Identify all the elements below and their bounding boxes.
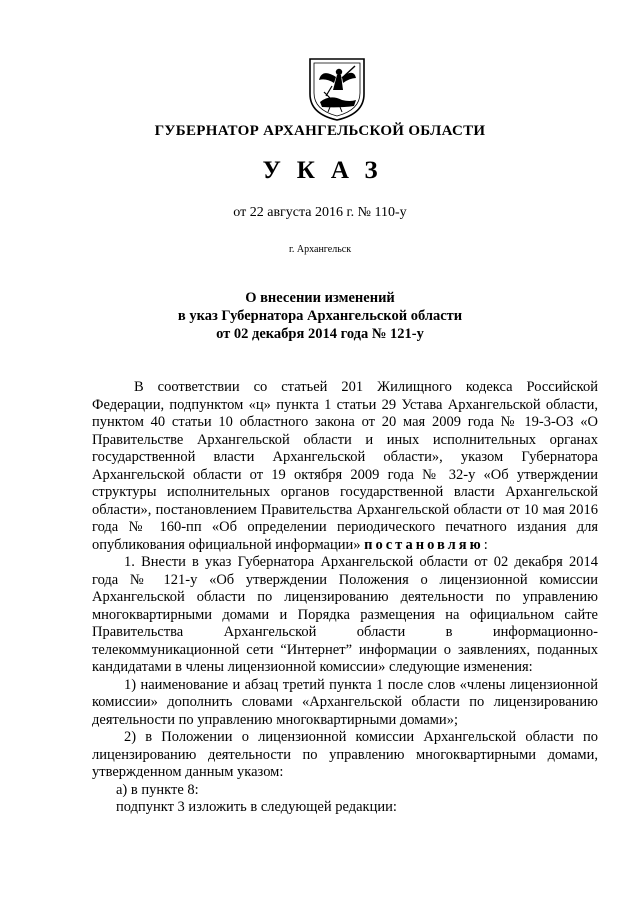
preamble-paragraph [92,379,598,554]
subitem-paragraph: подпункт 3 изложить в следующей редакции: [116,799,397,815]
document-title [0,289,640,343]
item-a-paragraph: а) в пункте 8: [116,781,199,798]
title-line: О внесении изменений [245,290,395,306]
item-1-2-paragraph: 2) в Положении о лицензионной комиссии Архангельской области по лицензированию деятельности по управлению многоквартирными домами, утвержденном данным указом: [92,729,598,780]
document-type-heading: УКАЗ [262,157,394,184]
document-place: г. Архангельск [288,244,352,255]
document-body [92,379,598,817]
item-1-paragraph: 1. Внести в указ Губернатора Архангельской области от 02 декабря 2014 года № 121-у «Об утверждении Положения о лицензионной комиссии Архангельской области по лицензированию деятельности по управлению многоквартирными домами и Порядка размещения на официальном сайте Правительства Архангельской области в информационно-телекоммуникационной сети “Интернет” информации о заявлениях, поданных кандидатами в члены лицензионной комиссии» следующие изменения: [92,554,598,675]
item-1-1-paragraph: 1) наименование и абзац третий пункта 1 после слов «члены лицензионной комиссии» дополнить словами «Архангельской области по лицензированию деятельности по управлению многоквартирными домами»; [92,676,598,728]
coat-of-arms-icon [306,56,368,122]
preamble-text: В соответствии со статьей 201 Жилищного кодекса Российской Федерации, подпунктом «ц» пункта 1 статьи 29 Устава Архангельской области, пунктом 40 статьи 10 областного закона от 20 мая 2009 года № 19-3-ОЗ «О Правительстве Архангельской области и иных исполнительных органах государственной власти Архангельской области», указом Губернатора Архангельской области от 19 октября 2009 года № 32-у «Об утверждении структуры исполнительных органов государственной власти Архангельской области», постановлением Правительства Архангельской области от 10 мая 2016 года № 160-пп «Об определении периодического печатного издания для опубликования официальной информации» [92,379,598,553]
decree-word: постановляю [364,536,484,553]
document-dateline: от 22 августа 2016 г. № 110-у [233,205,407,220]
title-line: в указ Губернатора Архангельской области [177,308,463,324]
title-line: от 02 декабря 2014 года № 121-у [216,326,424,342]
authority-heading: ГУБЕРНАТОР АРХАНГЕЛЬСКОЙ ОБЛАСТИ [154,123,486,139]
decree-colon: : [483,536,488,553]
